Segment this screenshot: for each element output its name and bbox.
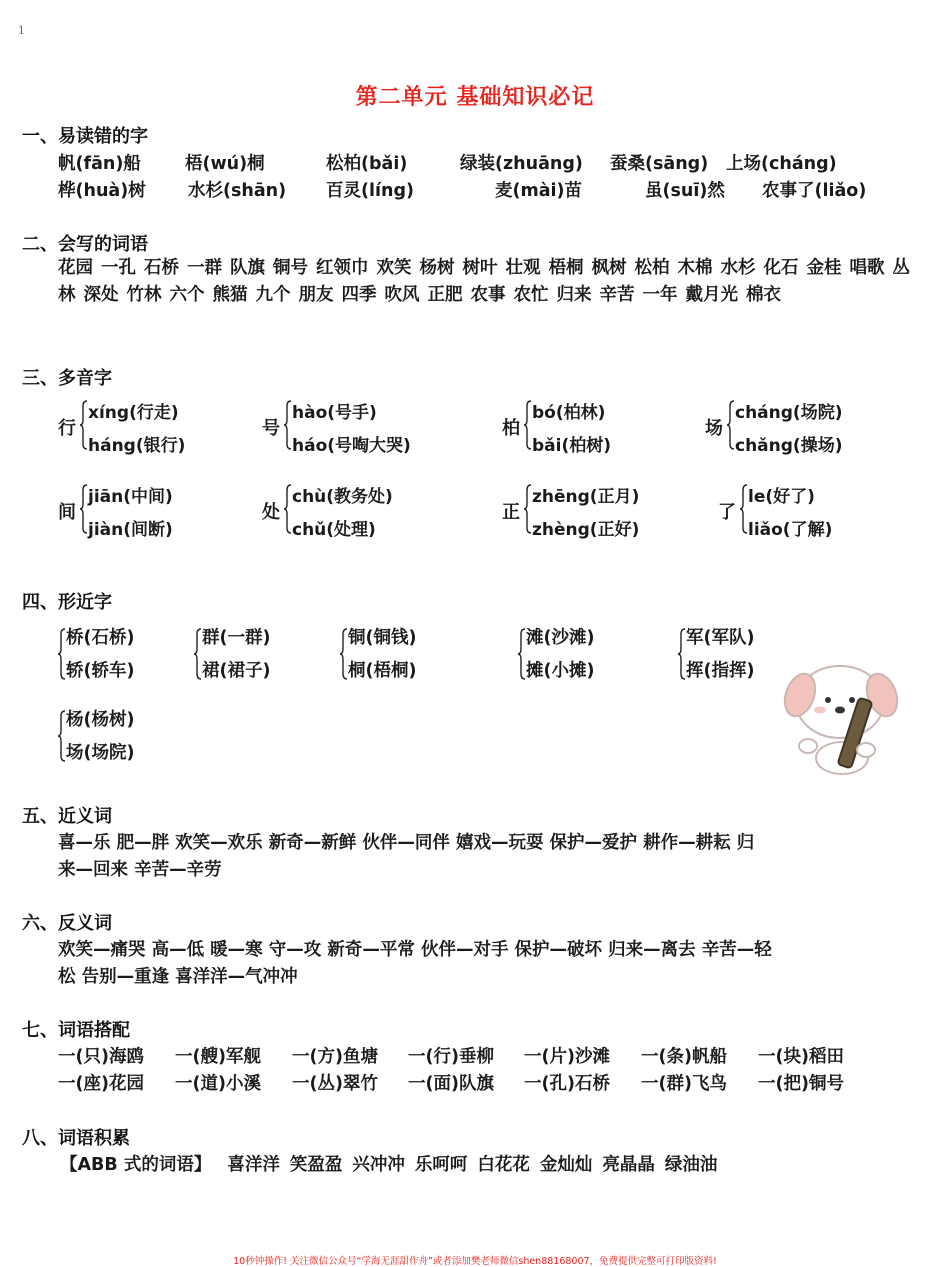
- word-pairing-item: 一(孔)石桥: [524, 1074, 610, 1094]
- misread-item: 上场(cháng): [726, 154, 837, 174]
- brace-icon: [518, 628, 526, 680]
- vocab-word: 辛苦: [599, 285, 635, 305]
- abb-word: 乐呵呵: [414, 1155, 468, 1175]
- section-heading-3: 三、多音字: [22, 368, 112, 389]
- puppy-icon: [782, 666, 902, 774]
- abb-word: 金灿灿: [539, 1155, 593, 1175]
- vocab-word: 正肥: [427, 285, 463, 305]
- vocab-word: 农事: [470, 285, 506, 305]
- page-title: 第二单元 基础知识必记: [355, 85, 595, 110]
- vocab-word: 六个: [169, 285, 205, 305]
- similar-char-item: 滩(沙滩): [526, 628, 595, 648]
- brace-icon: [80, 400, 88, 450]
- section-heading-7: 七、词语搭配: [22, 1020, 130, 1041]
- vocab-word: 唱歌: [849, 258, 885, 278]
- word-pairing-item: 一(片)沙滩: [524, 1047, 610, 1067]
- polyphone-reading: hào(号手): [292, 403, 377, 423]
- polyphone-reading: háo(号啕大哭): [292, 436, 411, 456]
- abb-label: 【ABB 式的词语】: [60, 1155, 212, 1175]
- polyphone-reading: jiān(中间): [88, 487, 173, 507]
- polyphone-reading: bǎi(柏树): [532, 436, 612, 456]
- vocab-word: 一年: [642, 285, 678, 305]
- word-pairing-item: 一(丛)翠竹: [292, 1074, 378, 1094]
- polyphone-reading: liǎo(了解): [748, 520, 833, 540]
- section-heading-4: 四、形近字: [22, 592, 112, 613]
- polyphone-char: 号: [262, 418, 280, 439]
- vocab-word: 农忙: [513, 285, 549, 305]
- similar-char-item: 杨(杨树): [66, 710, 135, 730]
- word-pairing-item: 一(方)鱼塘: [292, 1047, 378, 1067]
- page-number: 1: [18, 22, 25, 37]
- puppy-illustration: [782, 650, 902, 780]
- antonym-line-2: 松 告别—重逢 喜洋洋—气冲冲: [58, 967, 298, 987]
- vocab-word: 杨树: [419, 258, 455, 278]
- vocab-word: 熊猫: [212, 285, 248, 305]
- misread-item: 虽(suī)然: [645, 181, 725, 201]
- polyphone-char: 间: [58, 502, 76, 523]
- vocab-word: 化石: [763, 258, 799, 278]
- vocab-word: 铜号: [273, 258, 308, 278]
- vocab-word: 梧桐: [548, 258, 584, 278]
- abb-word: 绿油油: [664, 1155, 718, 1175]
- abb-word: 白花花: [477, 1155, 530, 1175]
- similar-char-item: 场(场院): [66, 743, 135, 763]
- vocab-word: 枫树: [591, 258, 627, 278]
- misread-item: 百灵(líng): [326, 181, 414, 201]
- vocab-word: 石桥: [144, 258, 179, 278]
- vocab-word: 竹林: [126, 285, 162, 305]
- similar-char-item: 军(军队): [686, 628, 755, 648]
- polyphone-char: 了: [718, 502, 736, 523]
- vocab-word: 归来: [556, 285, 592, 305]
- similar-char-item: 铜(铜钱): [348, 628, 417, 648]
- word-pairing-item: 一(只)海鸥: [58, 1047, 144, 1067]
- vocab-word: 树叶: [462, 258, 498, 278]
- writing-words-list: [58, 255, 928, 309]
- brace-icon: [80, 484, 88, 534]
- similar-char-item: 桥(石桥): [66, 628, 135, 648]
- brace-icon: [284, 484, 292, 534]
- polyphone-char: 行: [58, 418, 76, 439]
- word-pairing-item: 一(艘)军舰: [175, 1047, 261, 1067]
- polyphone-reading: chù(教务处): [292, 487, 393, 507]
- similar-char-item: 群(一群): [202, 628, 271, 648]
- similar-char-item: 裙(裙子): [202, 661, 271, 681]
- word-pairing-item: 一(道)小溪: [175, 1074, 261, 1094]
- vocab-word: 一群: [187, 258, 222, 278]
- brace-icon: [524, 400, 532, 450]
- similar-char-item: 轿(轿车): [66, 661, 135, 681]
- brace-icon: [58, 628, 66, 680]
- section-heading-6: 六、反义词: [22, 913, 112, 934]
- abb-word: 亮晶晶: [602, 1155, 655, 1175]
- misread-item: 梧(wú)桐: [185, 154, 265, 174]
- misread-item: 水杉(shān): [188, 181, 287, 201]
- misread-item: 松柏(bǎi): [326, 154, 408, 174]
- brace-icon: [740, 484, 748, 534]
- word-pairing-item: 一(行)垂柳: [408, 1047, 494, 1067]
- polyphone-char: 处: [262, 502, 280, 523]
- vocab-word: 金桂: [806, 258, 842, 278]
- polyphone-reading: xíng(行走): [88, 403, 179, 423]
- vocab-word: 四季: [341, 285, 377, 305]
- vocab-word: 一孔: [101, 258, 136, 278]
- vocab-word: 丛林: [58, 258, 910, 305]
- similar-char-item: 桐(梧桐): [348, 661, 417, 681]
- antonym-line-1: 欢笑—痛哭 高—低 暖—寒 守—攻 新奇—平常 伙伴—对手 保护—破坏 归来—离去 辛苦—轻: [58, 940, 772, 960]
- vocab-word: 壮观: [505, 258, 541, 278]
- misread-item: 农事了(liǎo): [762, 181, 867, 201]
- vocab-word: 水杉: [720, 258, 756, 278]
- word-pairing-item: 一(块)稻田: [758, 1047, 844, 1067]
- vocab-word: 戴月光: [685, 285, 738, 305]
- brace-icon: [727, 400, 735, 450]
- polyphone-char: 正: [502, 502, 520, 523]
- vocab-word: 欢笑: [376, 258, 412, 278]
- polyphone-reading: zhēng(正月): [532, 487, 640, 507]
- misread-item: 帆(fān)船: [58, 154, 141, 174]
- synonym-line-1: 喜—乐 肥—胖 欢笑—欢乐 新奇—新鲜 伙伴—同伴 嬉戏—玩耍 保护—爱护 耕作—耕耘 归: [58, 833, 755, 853]
- brace-icon: [194, 628, 202, 680]
- abb-word: 笑盈盈: [289, 1155, 343, 1175]
- vocab-word: 朋友: [298, 285, 334, 305]
- vocab-word: 松柏: [634, 258, 670, 278]
- polyphone-reading: chǔ(处理): [292, 520, 376, 540]
- vocab-word: 队旗: [230, 258, 265, 278]
- section-heading-2: 二、会写的词语: [22, 234, 148, 255]
- polyphone-reading: jiàn(间断): [88, 520, 173, 540]
- polyphone-char: 场: [705, 418, 723, 439]
- polyphone-reading: háng(银行): [88, 436, 186, 456]
- polyphone-reading: zhèng(正好): [532, 520, 640, 540]
- polyphone-reading: cháng(场院): [735, 403, 843, 423]
- misread-item: 麦(mài)苗: [495, 181, 583, 201]
- polyphone-reading: chǎng(操场): [735, 436, 843, 456]
- footer-notice: 10秒钟操作! 关注微信公众号“学海无涯甜作舟”或者添加樊老师微信shen88168007，免费提供完整可打印版资料!: [233, 1256, 717, 1267]
- word-pairing-item: 一(条)帆船: [641, 1047, 727, 1067]
- vocab-word: 深处: [83, 285, 119, 305]
- polyphone-char: 柏: [502, 418, 520, 439]
- brace-icon: [340, 628, 348, 680]
- word-pairing-item: 一(群)飞鸟: [641, 1074, 727, 1094]
- brace-icon: [678, 628, 686, 680]
- vocab-word: 棉衣: [746, 285, 781, 305]
- vocab-word: 吹风: [384, 285, 420, 305]
- similar-char-item: 挥(指挥): [686, 661, 755, 681]
- abb-word: 喜洋洋: [227, 1155, 280, 1175]
- brace-icon: [58, 710, 66, 762]
- word-pairing-item: 一(座)花园: [58, 1074, 144, 1094]
- section-heading-8: 八、词语积累: [22, 1128, 130, 1149]
- brace-icon: [284, 400, 292, 450]
- vocab-word: 九个: [255, 285, 291, 305]
- misread-item: 桦(huà)树: [58, 181, 146, 201]
- similar-char-item: 摊(小摊): [526, 661, 595, 681]
- polyphone-reading: le(好了): [748, 487, 815, 507]
- misread-item: 绿装(zhuāng): [460, 154, 583, 174]
- abb-word-list: [217, 1155, 717, 1175]
- word-pairing-item: 一(把)铜号: [758, 1074, 844, 1094]
- section-heading-5: 五、近义词: [22, 806, 112, 827]
- vocab-word: 木棉: [677, 258, 713, 278]
- brace-icon: [524, 484, 532, 534]
- abb-words-row: [60, 1151, 717, 1176]
- vocab-word: 红领巾: [316, 258, 369, 278]
- misread-item: 蚕桑(sāng): [610, 154, 709, 174]
- section-heading-1: 一、易读错的字: [22, 126, 148, 147]
- synonym-line-2: 来—回来 辛苦—辛劳: [58, 860, 222, 880]
- abb-word: 兴冲冲: [352, 1155, 405, 1175]
- vocab-word: 花园: [58, 258, 93, 278]
- polyphone-reading: bó(柏林): [532, 403, 606, 423]
- word-pairing-item: 一(面)队旗: [408, 1074, 494, 1094]
